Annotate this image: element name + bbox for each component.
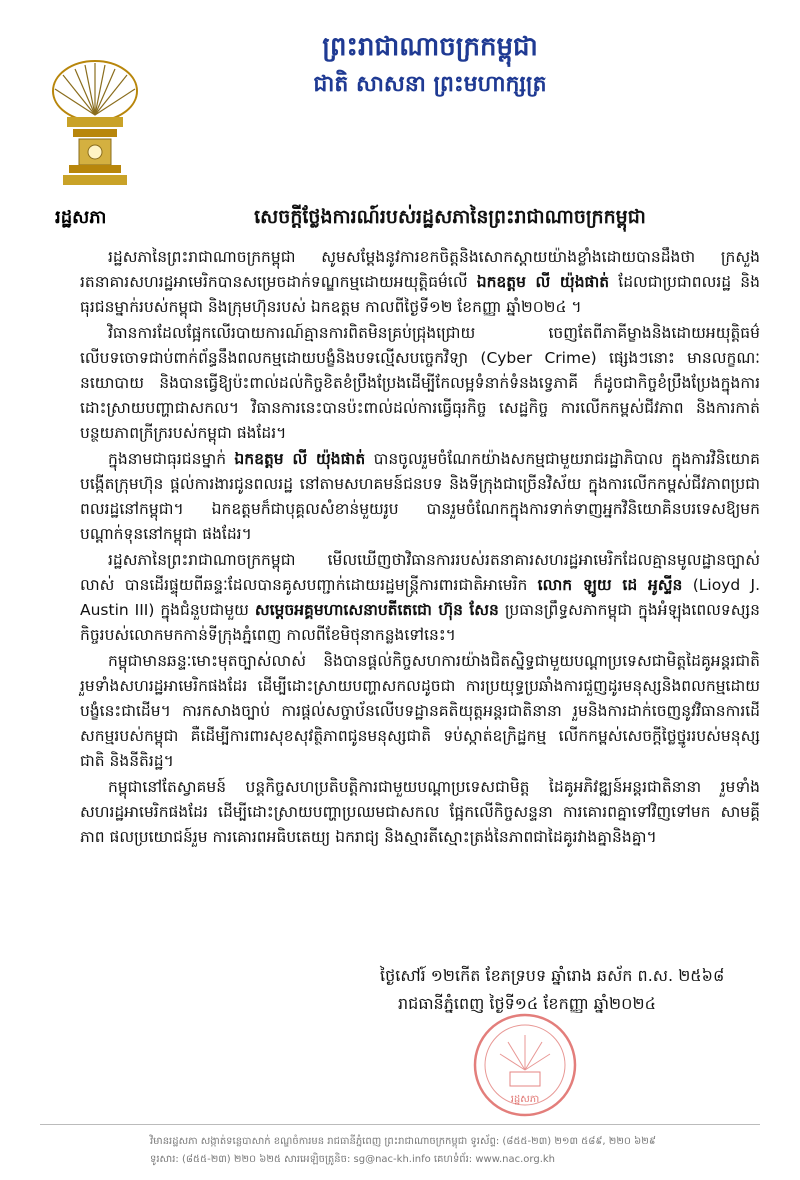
paragraph-text: ដែលជាប្រជាពលរដ្ឋ និងធុរជនម្នាក់របស់កម្ពុជា និងក្រុមហ៊ុនរបស់ ឯកឧត្តម កាលពីថ្ងៃទី១២ ខែកញ្ញា ឆ្នាំ២០២៤ ។ xyxy=(80,273,760,316)
paragraph-text: រដ្ឋសភានៃព្រះរាជាណាចក្រកម្ពុជា មើលឃើញថាវិធានការរបស់រតនាគារសហរដ្ឋអាមេរិកដែលគ្មានមូលដ្ឋានច្បាស់លាស់ បានដើរផ្ទុយពីឆន្ទៈដែលបានគូសបញ្ជាក់ដោយរដ្ឋមន្ត្រីការពារជាតិអាមេរិក xyxy=(80,551,760,594)
statement-paragraph xyxy=(80,447,760,547)
paragraph-text: ក្នុងនាមជាធុរជនម្នាក់ xyxy=(108,450,235,468)
header-kingdom: ព្រះរាជាណាចក្រកម្ពុជា xyxy=(322,32,538,62)
footer-divider xyxy=(40,1124,760,1125)
footer-contact: ទូរសារ: (៨៥៥-២៣) ២២០ ៦២៥ សារអេឡិចត្រូនិច: sg@nac-kh.info គេហទំព័រ: www.nac.org.kh xyxy=(150,1154,556,1165)
royal-emblem-icon xyxy=(45,55,145,195)
bold-name: លោក ឡូយ ដេ អូស្ទីន xyxy=(537,576,683,594)
bold-name: សម្ដេចអគ្គមហាសេនាបតីតេជោ ហ៊ុន សែន xyxy=(254,601,499,619)
official-seal-icon xyxy=(470,1010,580,1120)
statement-paragraph xyxy=(80,245,760,320)
senate-label: រដ្ឋសភា xyxy=(55,207,107,228)
date-solar: រាជធានីភ្នំពេញ ថ្ងៃទី១៤ ខែកញ្ញា ឆ្នាំ២០២៤ xyxy=(398,994,656,1013)
bold-name: ឯកឧត្តម លី យ៉ុងផាត់ xyxy=(234,450,366,468)
document-title: សេចក្ដីថ្លែងការណ៍របស់រដ្ឋសភានៃព្រះរាជាណាចក្រកម្ពុជា xyxy=(254,206,646,228)
paragraph-text: វិធានការដែលផ្អែកលើរបាយការណ៍គ្មានការពិតមិនគ្រប់ជ្រុងជ្រោយ ចេញតែពីភាគីម្ខាងនិងដោយអយុត្តិធម៌ លើបទចោទជាប់ពាក់ព័ន្ធនឹងពលកម្មដោយបង្ខំនិងបទល្មើសបច្ចេកវិទ្យា (Cyber Crime) ផ្សេងៗនោះ មានលក្ខណៈនយោបាយ និងបានធ្វើឱ្យប៉ះពាល់ដល់កិច្ចខិតខំប្រឹងប្រែងដើម្បីកែលម្អទំនាក់ទំនងទ្វេភាគី ក៏ដូចជាកិច្ចខំប្រឹងប្រែងក្នុងការដោះស្រាយបញ្ហាជាសកល។ វិធានការនេះបានប៉ះពាល់ដល់ការធ្វើធុរកិច្ច សេដ្ឋកិច្ច ការលើកកម្ពស់ជីវភាព និងការកាត់បន្ថយភាពក្រីក្ររបស់កម្ពុជា ផងដែរ។ xyxy=(80,324,760,442)
statement-paragraph xyxy=(80,548,760,648)
paragraph-text: កម្ពុជាមានឆន្ទៈមោះមុតច្បាស់លាស់ និងបានផ្ដល់កិច្ចសហការយ៉ាងជិតស្និទ្ធជាមួយបណ្ដាប្រទេសជាមិត្តដៃគូអន្តរជាតិ រួមទាំងសហរដ្ឋអាមេរិកផងដែរ ដើម្បីដោះស្រាយបញ្ហាសកលដូចជា ការប្រយុទ្ធប្រឆាំងការជួញដូរមនុស្សនិងពលកម្មដោយបង្ខំនេះជាដើម។ ការកសាងច្បាប់ ការផ្ដល់សច្ចាប័នលើបទដ្ឋានគតិយុត្តអន្តរជាតិនានា រួមនិងការដាក់ចេញនូវវិធានការដើសកម្មរបស់កម្ពុជា គឺដើម្បីការពារសុខសុវត្ថិភាពជូនមនុស្សជាតិ ទប់ស្កាត់ឧក្រិដ្ឋកម្ម លើកកម្ពស់សេចក្ដីថ្លៃថ្នូររបស់មនុស្សជាតិ និងនីតិរដ្ឋ។ xyxy=(80,652,760,770)
statement-paragraph xyxy=(80,321,760,446)
paragraph-text: (Lioyd J. Austin III) ក្នុងជំនួបជាមួយ xyxy=(80,576,760,619)
bold-name: ឯកឧត្តម លី យ៉ុងផាត់ xyxy=(476,273,610,291)
statement-paragraph xyxy=(80,775,760,850)
paragraph-text: រដ្ឋសភានៃព្រះរាជាណាចក្រកម្ពុជា សូមសម្ដែងនូវការខកចិត្តនិងសោកស្ដាយយ៉ាងខ្លាំងដោយបានដឹងថា ក្រសួងរតនាគារសហរដ្ឋអាមេរិកបានសម្រេចដាក់ទណ្ឌកម្មដោយអយុត្តិធម៌លើ xyxy=(80,248,760,291)
statement-body xyxy=(80,245,760,851)
footer-address: វិមានរដ្ឋសភា សង្កាត់ទន្លេបាសាក់ ខណ្ឌចំការមន រាជធានីភ្នំពេញ ព្រះរាជាណាចក្រកម្ពុជា ទូរស័ព្ទ: (៨៥៥-២៣) ២១៣ ៥៨៩, ២២០ ៦២៩ xyxy=(150,1136,656,1147)
paragraph-text: កម្ពុជានៅតែស្វាគមន៍ បន្តកិច្ចសហប្រតិបត្តិការជាមួយបណ្ដាប្រទេសជាមិត្ត ដៃគូអភិវឌ្ឍន៍អន្តរជាតិនានា រួមទាំងសហរដ្ឋអាមេរិកផងដែរ ដើម្បីដោះស្រាយបញ្ហាប្រឈមជាសកល ផ្អែកលើកិច្ចសន្ទនា ការគោរពគ្នាទៅវិញទៅមក សាមគ្គីភាព ផលប្រយោជន៍រួម ការគោរពអធិបតេយ្យ ឯករាជ្យ និងស្មារតីស្មោះត្រង់នៃភាពជាដៃគូរវាងគ្នានិងគ្នា។ xyxy=(80,778,760,846)
header-motto: ជាតិ សាសនា ព្រះមហាក្សត្រ xyxy=(313,71,547,97)
seal-text: រដ្ឋសភា xyxy=(510,1094,540,1105)
statement-paragraph xyxy=(80,649,760,774)
paragraph-text: បានចូលរួមចំណែកយ៉ាងសកម្មជាមួយរាជរដ្ឋាភិបាល ក្នុងការវិនិយោគបង្កើតក្រុមហ៊ុន ផ្ដល់ការងារជូនពលរដ្ឋ នៅតាមសហគមន៍ជនបទ និងទីក្រុងជាច្រើនវិស័យ ក្នុងការលើកកម្ពស់ជីវភាពប្រជាពលរដ្ឋនៅកម្ពុជា។ ឯកឧត្តមក៏ជាបុគ្គលសំខាន់មួយរូប បានរួមចំណែកក្នុងការទាក់ទាញអ្នកវិនិយោគិនបរទេសឱ្យមកបណ្ដាក់ទុននៅកម្ពុជា ផងដែរ។ xyxy=(80,450,760,543)
date-lunar: ថ្ងៃសៅរ៍ ១២កើត ខែភទ្របទ ឆ្នាំរោង ឆស័ក ព.ស. ២៥៦៨ xyxy=(380,966,725,985)
paragraph-text: ប្រធានព្រឹទ្ធសភាកម្ពុជា ក្នុងអំឡុងពេលទស្សនកិច្ចរបស់លោកមកកាន់ទីក្រុងភ្នំពេញ កាលពីខែមិថុនាកន្លងទៅនេះ។ xyxy=(80,601,760,644)
